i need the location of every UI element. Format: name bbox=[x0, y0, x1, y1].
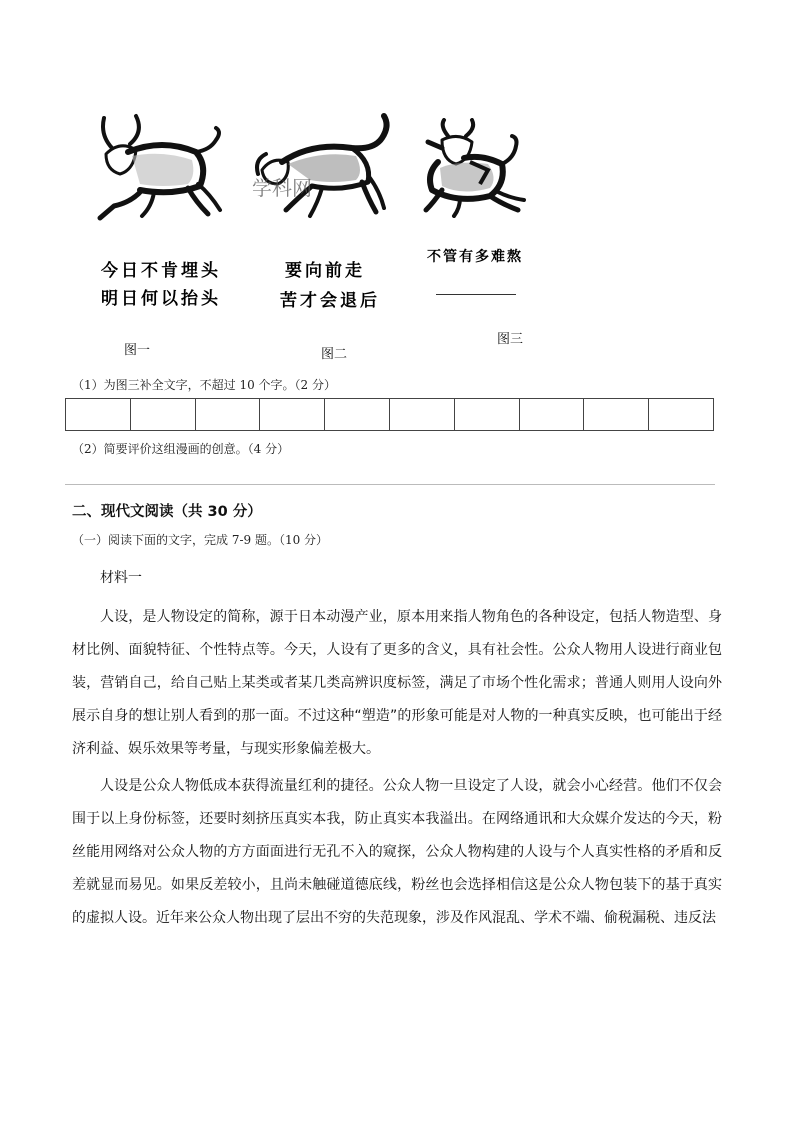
question-2: （2）简要评价这组漫画的创意。（4 分） bbox=[72, 442, 290, 456]
question-1: （1）为图三补全文字，不超过 10 个字。（2 分） bbox=[72, 378, 336, 392]
answer-cell[interactable] bbox=[390, 399, 455, 430]
divider bbox=[65, 484, 715, 485]
answer-cell[interactable] bbox=[260, 399, 325, 430]
ox-illustration-1 bbox=[92, 110, 232, 225]
answer-cell[interactable] bbox=[455, 399, 520, 430]
section-heading: 二、现代文阅读（共 30 分） bbox=[72, 504, 262, 520]
ox-illustration-2 bbox=[252, 112, 402, 222]
comic-1-line-2: 明日何以抬头 bbox=[101, 289, 221, 309]
comic-1-line-1: 今日不肯埋头 bbox=[101, 261, 221, 281]
answer-grid[interactable] bbox=[65, 398, 714, 431]
answer-cell[interactable] bbox=[196, 399, 261, 430]
comic-2-line-2: 苦才会退后 bbox=[280, 291, 380, 311]
paragraph: 人设是公众人物低成本获得流量红利的捷径。公众人物一旦设定了人设，就会小心经营。他们不仅会围于以上身份标签，还要时刻挤压真实本我，防止真实本我溢出。在网络通讯和大众媒介发达的今天，粉丝能用网络对公众人物的方方面面进行无孔不入的窥探，公众人物构建的人设与个人真实性格的矛盾和反差就显而易见。如果反差较小，且尚未触碰道德底线，粉丝也会选择相信这是公众人物包装下的基于真实的虚拟人设。近年来公众人物出现了层出不穷的失范现象，涉及作风混乱、学术不端、偷税漏税、违反法 bbox=[72, 778, 722, 926]
comic-2-line-1: 要向前走 bbox=[285, 261, 365, 281]
figure-caption-2: 图二 bbox=[321, 347, 348, 362]
answer-cell[interactable] bbox=[131, 399, 196, 430]
answer-cell[interactable] bbox=[520, 399, 585, 430]
answer-cell[interactable] bbox=[66, 399, 131, 430]
ox-illustration-3 bbox=[418, 118, 533, 218]
comic-3-blank-line bbox=[436, 294, 516, 295]
answer-cell[interactable] bbox=[584, 399, 649, 430]
watermark: 学科网 bbox=[252, 176, 312, 200]
article-body bbox=[72, 601, 722, 935]
figure-caption-1: 图一 bbox=[124, 343, 151, 358]
answer-cell[interactable] bbox=[325, 399, 390, 430]
material-label: 材料一 bbox=[100, 570, 142, 586]
section-subheading: （一）阅读下面的文字，完成 7-9 题。（10 分） bbox=[72, 533, 329, 547]
figure-caption-3: 图三 bbox=[497, 332, 524, 347]
answer-cell[interactable] bbox=[649, 399, 713, 430]
comic-3-line-1: 不管有多难熬 bbox=[427, 249, 523, 265]
paragraph: 人设，是人物设定的简称，源于日本动漫产业，原本用来指人物角色的各种设定，包括人物造型、身材比例、面貌特征、个性特点等。今天，人设有了更多的含义，具有社会性。公众人物用人设进行商业包装，营销自己，给自己贴上某类或者某几类高辨识度标签，满足了市场个性化需求；普通人则用人设向外展示自身的想让别人看到的那一面。不过这种“塑造”的形象可能是对人物的一种真实反映，也可能出于经济利益、娱乐效果等考量，与现实形象偏差极大。 bbox=[72, 609, 722, 757]
